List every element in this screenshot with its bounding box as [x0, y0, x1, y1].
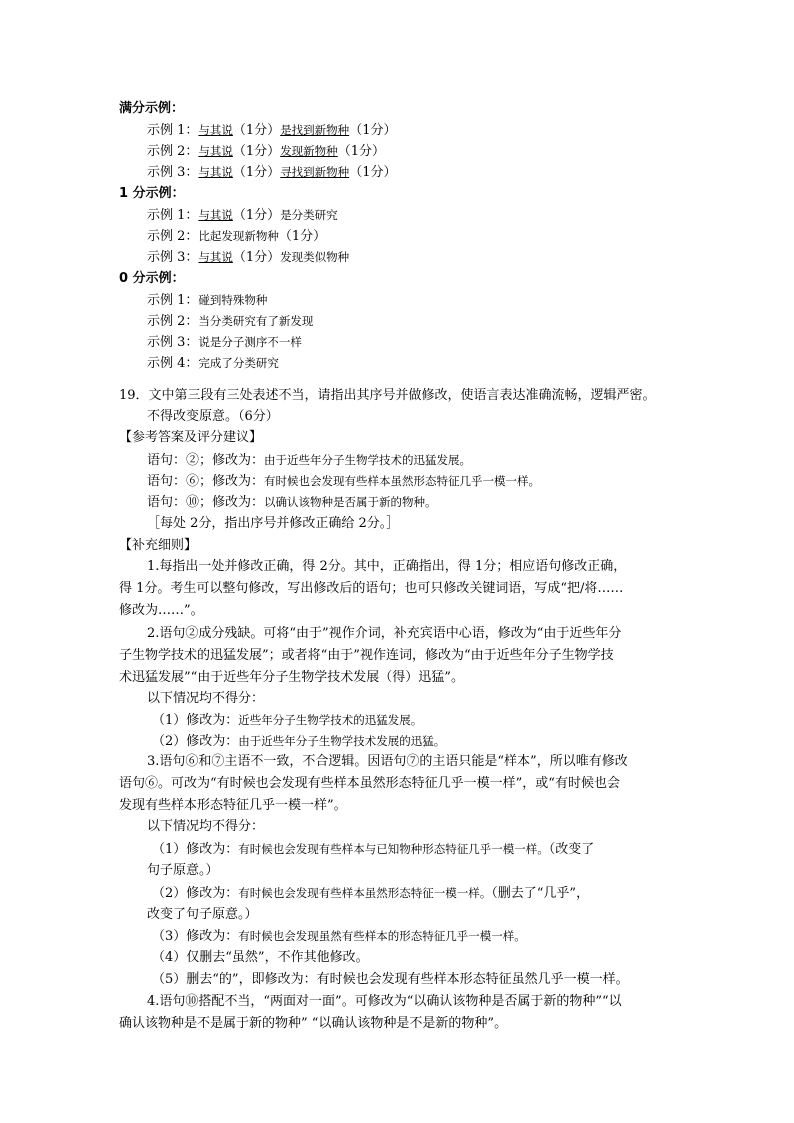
detail-3-case-5: （5）删去“的”，即修改为：有时候也会发现有些样本形态特征虽然几乎一模一样。 [152, 972, 629, 987]
zero-score-example-4: 示例 4：完成了分类研究 [147, 356, 279, 371]
detail-2-line2: 子生物学技术的迅猛发展”；或者将“由于”视作连词，修改为“由于近些年分子生物学技 [119, 648, 614, 663]
detail-1-line3: 修改为……”。 [119, 603, 204, 618]
zero-score-example-2: 示例 2：当分类研究有了新发现 [147, 314, 314, 329]
one-score-heading: 1 分示例： [119, 186, 185, 201]
q19-stem-line2: 不得改变原意。（6分） [147, 409, 279, 424]
detail-1-line2: 得 1分。考生可以整句修改，写出修改后的语句；也可只修改关键词语，写成“把/将…… [119, 581, 624, 596]
full-score-example-1: 示例 1：与其说（1分）是找到新物种（1分） [147, 123, 397, 138]
answer-3: 语句：⑩；修改为：以确认该物种是否属于新的物种。 [147, 495, 437, 510]
detail-heading: 【补充细则】 [119, 538, 198, 553]
detail-3-case-2-cont: 改变了句子原意。） [147, 907, 258, 922]
detail-2-case-1: （1）修改为：近些年分子生物学技术的迅猛发展。 [152, 713, 423, 728]
detail-3-line1: 3.语句⑥和⑦主语不一致，不合逻辑。因语句⑦的主语只能是“样本”，所以唯有修改 [147, 754, 628, 769]
detail-2-line1: 2.语句②成分残缺。可将“由于”视作介词，补充宾语中心语，修改为“由于近些年分 [147, 626, 622, 641]
full-score-example-3: 示例 3：与其说（1分）寻找到新物种（1分） [147, 165, 397, 180]
answer-1: 语句：②；修改为：由于近些年分子生物学技术的迅猛发展。 [147, 453, 472, 468]
detail-3-case-3: （3）修改为：有时候也会发现虽然有些样本的形态特征几乎一模一样。 [152, 929, 526, 944]
detail-2-case-2: （2）修改为：由于近些年分子生物学技术发展的迅猛。 [152, 734, 446, 749]
detail-3-line3: 发现有些样本形态特征几乎一模一样”。 [119, 798, 347, 813]
detail-4-line1: 4.语句⑩搭配不当，“两面对一面”。可修改为“以确认该物种是否属于新的物种”“以 [147, 994, 622, 1009]
detail-1-line1: 1.每指出一处并修改正确，得 2分。其中，正确指出，得 1分；相应语句修改正确， [147, 559, 627, 574]
answer-2: 语句：⑥；修改为：有时候也会发现有些样本虽然形态特征几乎一模一样。 [147, 474, 541, 489]
detail-3-line2: 语句⑥。可改为“有时候也会发现有些样本虽然形态特征几乎一模一样”，或“有时候也会 [119, 776, 620, 791]
detail-3-case-1-cont: 句子原意。） [147, 863, 219, 878]
detail-3-case-4: （4）仅删去“虽然”，不作其他修改。 [152, 950, 369, 965]
answer-heading: 【参考答案及评分建议】 [119, 430, 263, 445]
detail-2-line3: 术迅猛发展”“由于近些年分子生物学技术发展（得）迅猛”。 [119, 670, 464, 685]
scoring-note: ［每处 2分，指出序号并修改正确给 2分。］ [147, 516, 400, 531]
full-score-example-2: 示例 2：与其说（1分）发现新物种（1分） [147, 144, 385, 159]
zero-score-heading: 0 分示例： [119, 271, 185, 286]
detail-3-case-2: （2）修改为：有时候也会发现有些样本虽然形态特征一模一样。（删去了“几乎”， [152, 886, 590, 901]
one-score-example-1: 示例 1：与其说（1分）是分类研究 [147, 208, 338, 223]
zero-score-example-1: 示例 1：碰到特殊物种 [147, 293, 268, 308]
detail-4-line2: 确认该物种是不是属于新的物种” “以确认该物种是不是新的物种”。 [119, 1016, 508, 1031]
zero-score-example-3: 示例 3：说是分子测序不一样 [147, 335, 302, 350]
one-score-example-2: 示例 2：比起发现新物种（1分） [147, 229, 327, 244]
detail-3-case-1: （1）修改为：有时候也会发现有些样本与已知物种形态特征几乎一模一样。（改变了 [152, 842, 595, 857]
q19-stem-line1: 19．文中第三段有三处表述不当，请指出其序号并做修改，使语言表达准确流畅，逻辑严密。 [119, 388, 656, 403]
no-score-heading-2: 以下情况均不得分： [147, 819, 265, 834]
full-score-heading: 满分示例： [119, 101, 185, 116]
no-score-heading-1: 以下情况均不得分： [147, 691, 265, 706]
one-score-example-3: 示例 3：与其说（1分）发现类似物种 [147, 250, 350, 265]
